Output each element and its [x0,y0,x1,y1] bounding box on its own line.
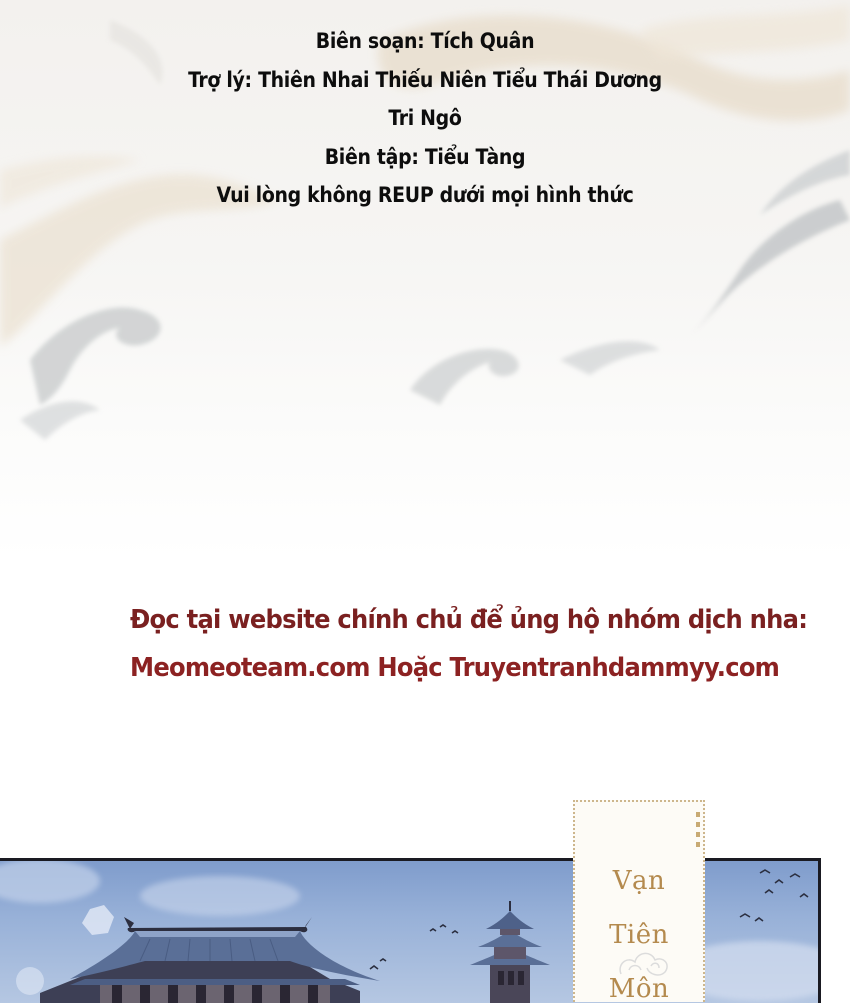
plaque-edge-dots [694,812,704,852]
read-at-text: Đọc tại website chính chủ để ủng hộ nhóm dịch nha: [130,605,808,635]
assistant-credit-continued: Tri Ngô [388,106,462,130]
proofreader-credit: Biên tập: Tiểu Tàng [324,144,526,169]
assistant-credit: Trợ lý: Thiên Nhai Thiếu Niên Tiểu Thái Dương [188,67,662,92]
title-char-2: Tiên [609,920,669,950]
website-links-text: Meomeoteam.com Hoặc Truyentranhdammyy.com [130,653,780,683]
title-char-3: Môn [608,974,670,1004]
location-title-plaque [573,800,705,1002]
title-char-1: Vạn [612,866,666,896]
pagoda-tower [470,901,550,1003]
reup-warning: Vui lòng không REUP dưới mọi hình thức [216,183,634,207]
website-notice [130,596,808,692]
credits-block [0,22,850,215]
editor-credit: Biên soạn: Tích Quân [315,29,535,53]
